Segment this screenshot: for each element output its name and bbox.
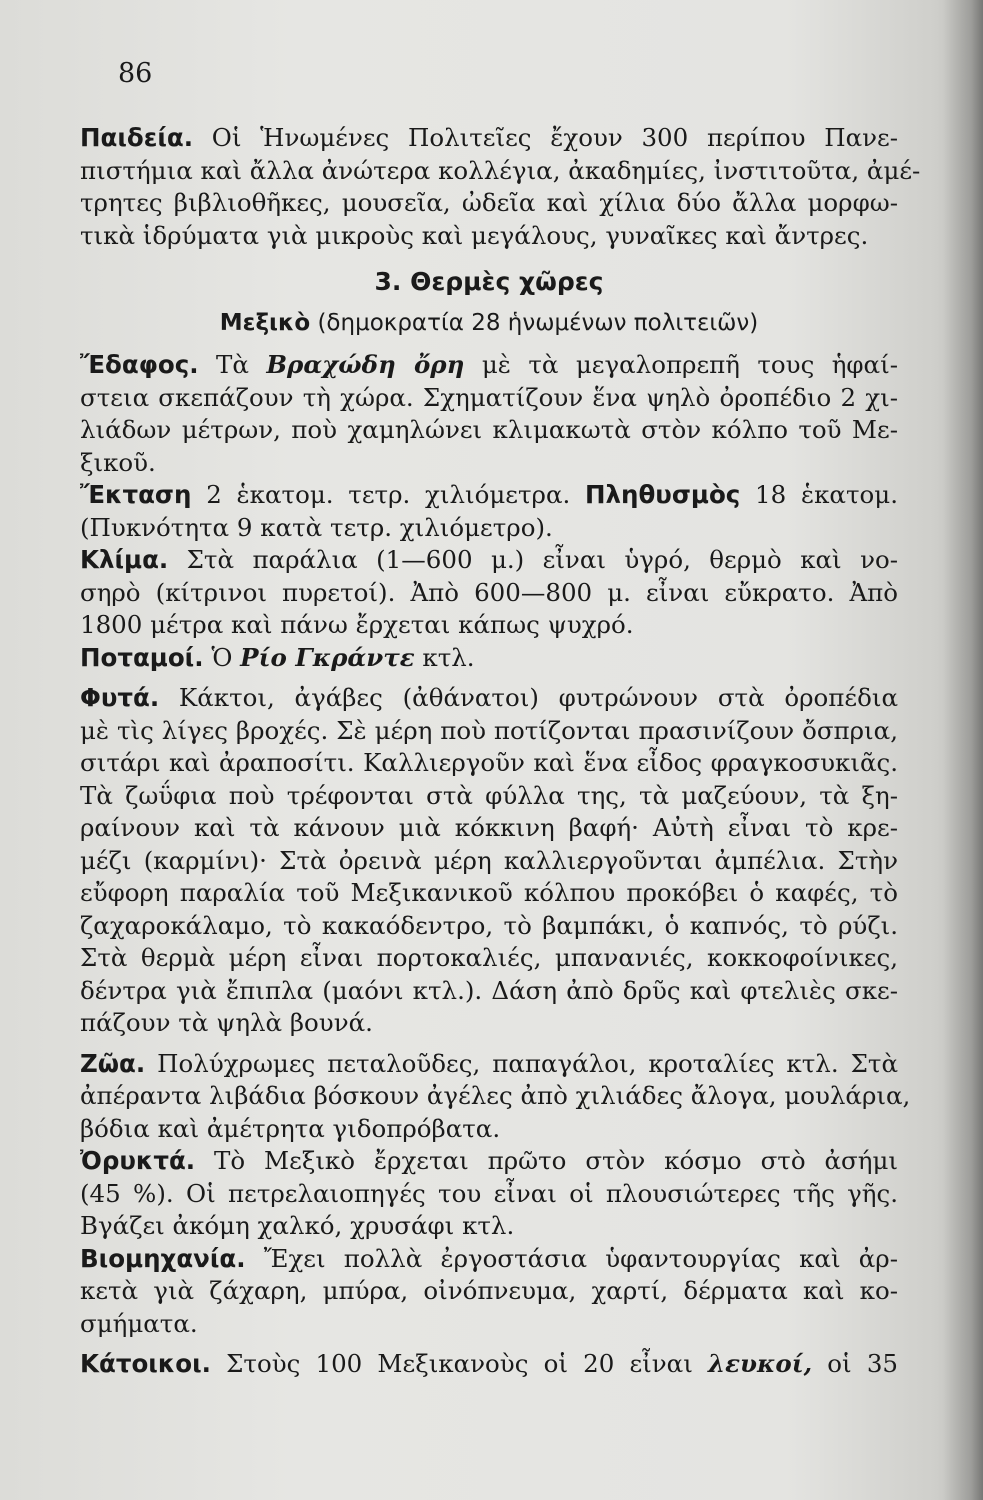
edafos-line-3: λιάδων μέτρων, ποὺ χαμηλώνει κλιμακωτὰ στὸν κόλπο τοῦ Με- xyxy=(80,415,898,444)
paideia-label: Παιδεία. xyxy=(80,123,194,152)
klima-line-1: Κλίμα. Στὰ παράλια (1—600 μ.) εἶναι ὑγρό, θερμὸ καὶ νο- xyxy=(80,545,898,574)
fyta-label: Φυτά. xyxy=(80,683,160,712)
section-subtitle: Μεξικὸ (δημοκρατία 28 ἡνωμένων πολιτειῶν) xyxy=(219,309,759,336)
katoikoi-line: Κάτοικοι. Στοὺς 100 Μεξικανοὺς οἱ 20 εἶναι λευκοί, οἱ 35 xyxy=(80,1349,899,1378)
edafos-label: Ἔδαφος. xyxy=(80,350,199,379)
paideia-line-1: Παιδεία. Οἱ Ἡνωμένες Πολιτεῖες ἔχουν 300 περίπου Πανε- xyxy=(80,123,898,152)
fyta-line-1: Φυτά. Κάκτοι, ἀγάβες (ἀθάνατοι) φυτρώνουν στὰ ὀροπέδια xyxy=(80,683,898,712)
fyta-line-11: πάζουν τὰ ψηλὰ βουνά. xyxy=(80,1008,373,1037)
zoa-line-2: ἀπέραντα λιβάδια βόσκουν ἀγέλες ἀπὸ χιλιάδες ἄλογα, μουλάρια, xyxy=(80,1081,911,1110)
page-number: 86 xyxy=(118,58,153,89)
ektasi-line-2: (Πυκνότητα 9 κατὰ τετρ. χιλιόμετρο). xyxy=(80,512,553,542)
fyta-line-7: εὔφορη παραλία τοῦ Μεξικανικοῦ κόλπου προκόβει ὁ καφές, τὸ xyxy=(80,878,898,907)
orykta-line-1: Ὀρυκτά. Τὸ Μεξικὸ ἔρχεται πρῶτο στὸν κόσμο στὸ ἀσήμι xyxy=(80,1146,898,1175)
edafos-line-1: Ἔδαφος. Τὰ Βραχώδη ὄρη μὲ τὰ μεγαλοπρεπῆ τους ἡφαί- xyxy=(80,350,898,379)
paideia-line-2: πιστήμια καὶ ἄλλα ἀνώτερα κολλέγια, ἀκαδημίες, ἰνστιτοῦτα, ἀμέ- xyxy=(80,155,921,185)
viomichania-line-3: σμήματα. xyxy=(80,1308,198,1338)
plithysmos-label: Πληθυσμὸς xyxy=(585,480,741,509)
fyta-line-2: μὲ τὶς λίγες βροχές. Σὲ μέρη ποὺ ποτίζονται πρασινίζουν ὄσπρια, xyxy=(80,715,898,745)
fyta-line-5: ραίνουν καὶ τὰ κάνουν μιὰ κόκκινη βαφή· Αὐτὴ εἶναι τὸ κρε- xyxy=(80,813,898,842)
page-text xyxy=(80,122,921,1381)
zoa-line-3: βόδια καὶ ἀμέτρητα γιδοπρόβατα. xyxy=(80,1113,501,1143)
klima-label: Κλίμα. xyxy=(80,545,169,574)
subtitle-country: Μεξικὸ xyxy=(219,309,311,336)
klima-line-3: 1800 μέτρα καὶ πάνω ἔρχεται κάπως ψυχρό. xyxy=(80,610,634,639)
spacer xyxy=(80,1040,898,1048)
fyta-line-3: σιτάρι καὶ ἀραποσίτι. Καλλιεργοῦν καὶ ἕνα εἶδος φραγκοσυκιᾶς. xyxy=(80,748,898,777)
paideia-line-4: τικὰ ἱδρύματα γιὰ μικροὺς καὶ μεγάλους, γυναῖκες καὶ ἄντρες. xyxy=(80,220,869,250)
fyta-line-9: Στὰ θερμὰ μέρη εἶναι πορτοκαλιές, μπανανιές, κοκκοφοίνικες, xyxy=(80,943,898,972)
edafos-line-4: ξικοῦ. xyxy=(80,447,156,477)
fyta-line-10: δέντρα γιὰ ἔπιπλα (μαόνι κτλ.). Δάση ἀπὸ δρῦς καὶ φτελιὲς σκε- xyxy=(80,975,898,1005)
orykta-line-2: (45 %). Οἱ πετρελαιοπηγές του εἶναι οἱ πλουσιώτερες τῆς γῆς. xyxy=(80,1178,898,1208)
orykta-line-3: Βγάζει ἀκόμη χαλκό, χρυσάφι κτλ. xyxy=(80,1211,515,1240)
potamoi-line: Ποταμοί. Ὁ Ρίο Γκράντε κτλ. xyxy=(80,642,475,672)
viomichania-line-2: κετὰ γιὰ ζάχαρη, μπύρα, οἰνόπνευμα, χαρτί, δέρματα καὶ κο- xyxy=(80,1276,898,1305)
fyta-line-4: Τὰ ζωΰφια ποὺ τρέφονται στὰ φύλλα της, τὰ μαζεύουν, τὰ ξη- xyxy=(80,780,898,810)
whites-term: λευκοί, xyxy=(707,1349,813,1378)
orykta-label: Ὀρυκτά. xyxy=(80,1146,196,1175)
fyta-line-8: ζαχαροκάλαμο, τὸ κακαόδεντρο, τὸ βαμπάκι, ὁ καπνός, τὸ ρύζι. xyxy=(80,910,898,940)
ektasi-label: Ἔκταση xyxy=(80,480,192,509)
potamoi-label: Ποταμοί. xyxy=(80,642,204,672)
klima-line-2: σηρὸ (κίτρινοι πυρετοί). Ἀπὸ 600—800 μ. εἶναι εὔκρατο. Ἀπὸ xyxy=(80,577,898,607)
viomichania-label: Βιομηχανία. xyxy=(80,1243,246,1273)
edafos-line-2: στεια σκεπάζουν τὴ χώρα. Σχηματίζουν ἕνα ψηλὸ ὀροπέδιο 2 χι- xyxy=(80,382,898,412)
fyta-line-6: μέζι (καρμίνι)· Στὰ ὀρεινὰ μέρη καλλιεργοῦνται ἀμπέλια. Στὴν xyxy=(80,845,898,875)
zoa-label: Ζῶα. xyxy=(80,1048,146,1078)
zoa-line-1: Ζῶα. Πολύχρωμες πεταλοῦδες, παπαγάλοι, κροταλίες κτλ. Στὰ xyxy=(80,1048,898,1078)
book-spine-shadow xyxy=(943,0,983,1500)
ektasi-line-1: Ἔκταση 2 ἑκατομ. τετρ. χιλιόμετρα. Πληθυσμὸς 18 ἑκατομ. xyxy=(80,480,898,509)
rocky-mountains-term: Βραχώδη ὄρη xyxy=(266,350,465,379)
rio-grande-term: Ρίο Γκράντε xyxy=(240,642,415,672)
section-title: 3. Θερμὲς χῶρες xyxy=(374,267,604,296)
katoikoi-label: Κάτοικοι. xyxy=(80,1349,211,1378)
spacer xyxy=(80,1340,898,1348)
paideia-line-3: τρητες βιβλιοθῆκες, μουσεῖα, ὠδεῖα καὶ χίλια δύο ἄλλα μορφω- xyxy=(80,188,898,217)
spacer xyxy=(80,674,898,682)
viomichania-line-1: Βιομηχανία. Ἔχει πολλὰ ἐργοστάσια ὑφαντουργίας καὶ ἀρ- xyxy=(80,1243,898,1273)
